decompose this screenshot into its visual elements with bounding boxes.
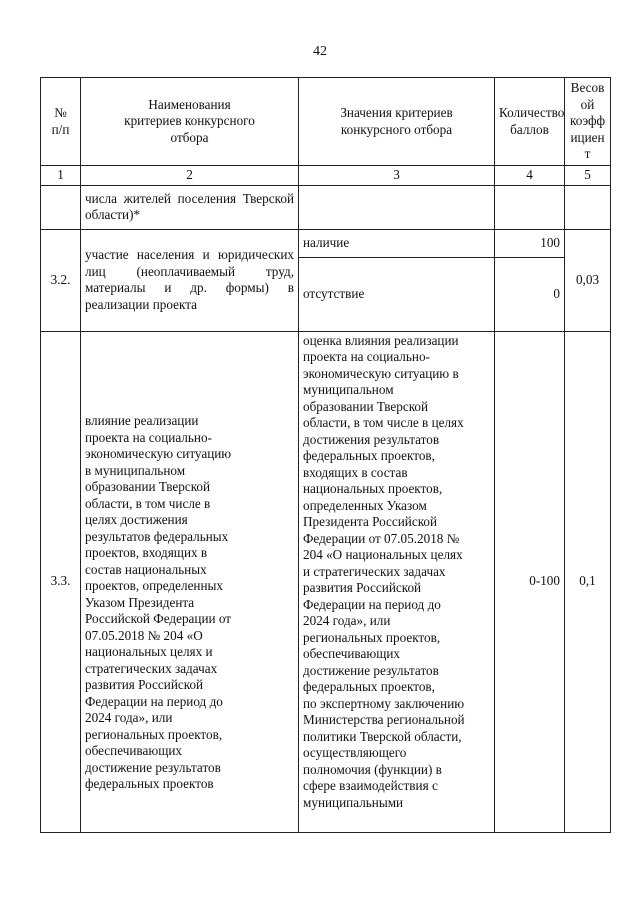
row-3-3-weight: 0,1 (565, 331, 611, 832)
header-points: Количество баллов (495, 78, 565, 166)
table-row-continued (41, 185, 611, 229)
row-3-2-points-absent: 0 (495, 257, 565, 331)
column-number: 3 (299, 166, 495, 186)
page-number: 42 (313, 44, 327, 59)
row-3-3-criteria-value: оценка влияния реализации проекта на социально- экономическую ситуацию в муниципальном образовании Тверской области, в том числе в целях достижения результатов федеральных проектов, входящих в состав национальных проектов, определенных Указом Президента Российской Федерации от 07.05.2018 № 204 «О национальных целях и стратегических задачах развития Российской Федерации на период до 2024 года», или региональных проектов, обеспечивающих достижение результатов федеральных проектов, по экспертному заключению Министерства региональной политики Тверской области, осуществляющего полномочия (функции) в сфере взаимодействия с муниципальными (299, 331, 495, 832)
header-weight: Весов ой коэфф ициен т (565, 78, 611, 166)
criteria-table (40, 77, 611, 833)
row-3-2-points-present: 100 (495, 229, 565, 257)
row-3-2-value-absent: отсутствие (299, 257, 495, 331)
row-3-2-weight: 0,03 (565, 229, 611, 331)
column-number-row (41, 166, 611, 186)
column-number: 1 (41, 166, 81, 186)
column-number: 2 (81, 166, 299, 186)
row-3-3-points: 0-100 (495, 331, 565, 832)
column-number: 5 (565, 166, 611, 186)
row-3-2-value-present: наличие (299, 229, 495, 257)
row-3-3-criteria-name: влияние реализации проекта на социально- экономическую ситуацию в муниципальном образовании Тверской области, в том числе в целях достижения результатов федеральных проектов, входящих в состав национальных проектов, определенных Указом Президента Российской Федерации от 07.05.2018 № 204 «О национальных целях и стратегических задачах развития Российской Федерации на период до 2024 года», или региональных проектов, обеспечивающих достижение результатов федеральных проектов (81, 331, 299, 832)
continued-criteria-name: числа жителей поселения Тверской области)* (81, 185, 299, 229)
header-number: № п/п (41, 78, 81, 166)
header-row (41, 78, 611, 166)
row-3-2-criteria-name: участие населения и юридических лиц (неоплачиваемый труд, материалы и др. формы) в реализации проекта (81, 229, 299, 331)
header-criteria-name: Наименования критериев конкурсного отбора (81, 78, 299, 166)
table-row-3-2a (41, 229, 611, 257)
header-criteria-value: Значения критериев конкурсного отбора (299, 78, 495, 166)
continued-points (495, 185, 565, 229)
continued-criteria-value (299, 185, 495, 229)
continued-number (41, 185, 81, 229)
row-3-2-number: 3.2. (41, 229, 81, 331)
continued-weight (565, 185, 611, 229)
table-row-3-3 (41, 331, 611, 832)
row-3-3-number: 3.3. (41, 331, 81, 832)
column-number: 4 (495, 166, 565, 186)
